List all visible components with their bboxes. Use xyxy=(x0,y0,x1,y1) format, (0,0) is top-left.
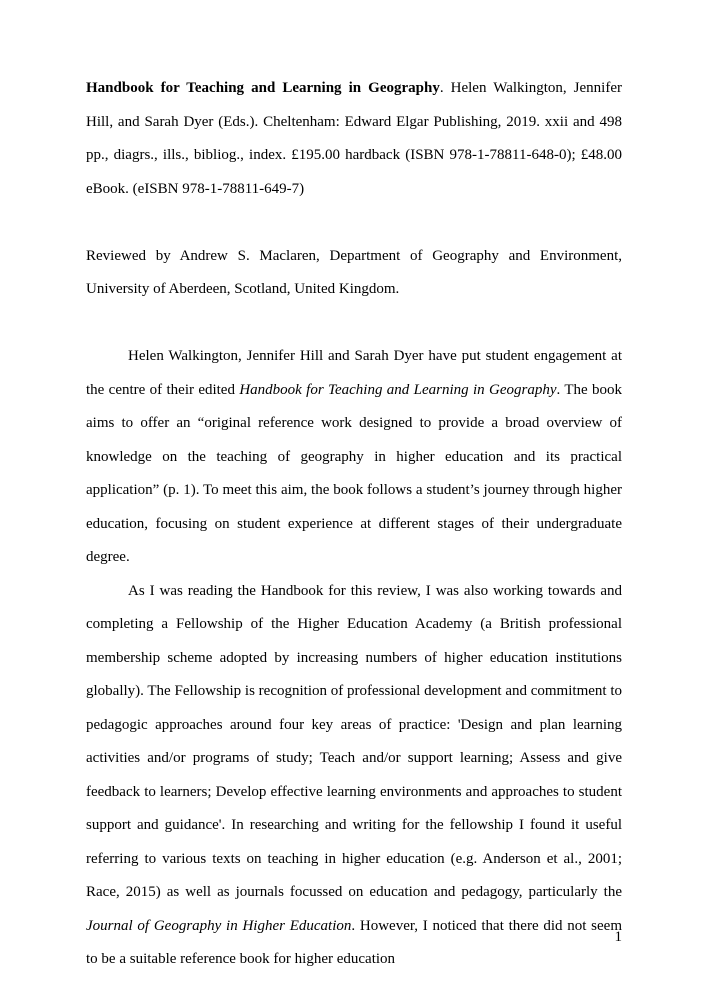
page-content xyxy=(86,72,622,977)
reviewer-line: Reviewed by Andrew S. Maclaren, Department of Geography and Environment, University of Aberdeen, Scotland, United Kingdom. xyxy=(86,247,622,297)
body-paragraph-1: Helen Walkington, Jennifer Hill and Sarah Dyer have put student engagement at the centre of their edited Handbook for Teaching and Learning in Geography. The book aims to offer an “original reference work designed to provide a broad overview of knowledge on the teaching of geography in higher education and its practical application” (p. 1). To meet this aim, the book follows a student’s journey through higher education, focusing on student experience at different stages of their undergraduate degree. xyxy=(86,348,622,565)
book-citation: Handbook for Teaching and Learning in Geography. Helen Walkington, Jennifer Hill, and Sarah Dyer (Eds.). Cheltenham: Edward Elgar Publishing, 2019. xxii and 498 pp., diagrs., ills., bibliog., index. £195.00 hardback (ISBN 978-1-78811-648-0); £48.00 eBook. (eISBN 978-1-78811-649-7) xyxy=(86,80,622,197)
page-number: 1 xyxy=(614,929,622,945)
body-paragraph-2: As I was reading the Handbook for this review, I was also working towards and completing a Fellowship of the Higher Education Academy (a British professional membership scheme adopted by increasing numbers of higher education institutions globally). The Fellowship is recognition of professional development and commitment to pedagogic approaches around four key areas of practice: 'Design and plan learning activities and/or programs of study; Teach and/or support learning; Assess and give feedback to learners; Develop effective learning environments and approaches to student support and guidance'. In researching and writing for the fellowship I found it useful referring to various texts on teaching in higher education (e.g. Anderson et al., 2001; Race, 2015) as well as journals focussed on education and pedagogy, particularly the Journal of Geography in Higher Education. However, I noticed that there did not seem to be a suitable reference book for higher education xyxy=(86,582,622,967)
